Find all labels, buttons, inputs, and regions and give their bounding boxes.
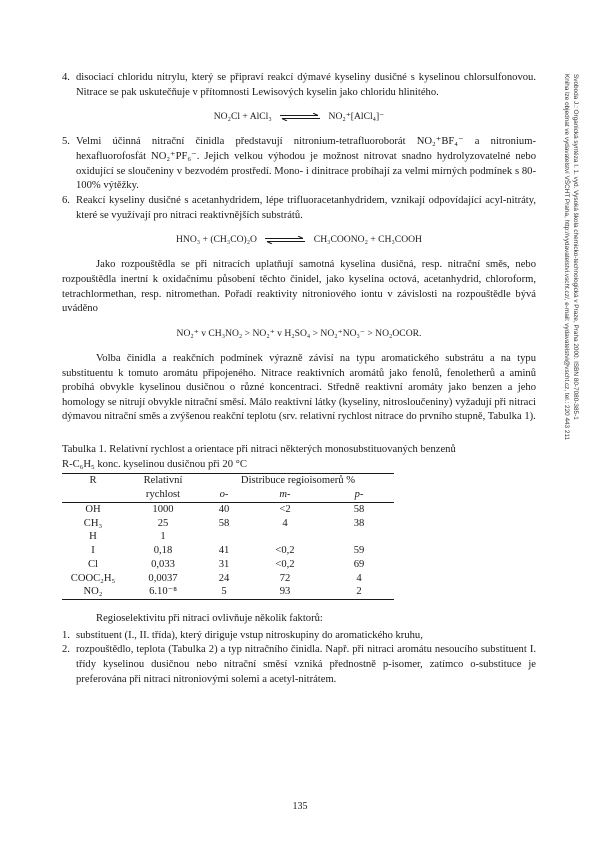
table-cell-rate: 1000	[152, 503, 174, 515]
list-item	[62, 71, 536, 100]
equation-reactivity-order: NO₂⁺ v CH₃NO₂ > NO₂⁺ v H₂SO₄ > NO₂⁺NO₃⁻ > NO₂OCOR.	[176, 327, 422, 339]
equilibrium-arrow-icon	[265, 236, 305, 244]
table-cell-o: 40	[218, 503, 230, 515]
table-cell-o: 5	[221, 586, 227, 598]
table-row	[62, 517, 394, 531]
column-header-rate: rychlost	[145, 489, 181, 501]
table-cell-p: 58	[353, 503, 365, 515]
table-cell-m: <0,2	[275, 558, 295, 570]
table-cell-m	[246, 530, 324, 544]
table-cell-m: 72	[279, 572, 291, 584]
list-item	[62, 643, 536, 687]
table-cell-o: 58	[218, 517, 230, 529]
table-row	[62, 544, 394, 558]
side-citation-line: Kniha lze objednat ve vydavatelství VŠCHT Praha, http://vydavatelstvi.vscht.cz/, e-mail: vydavatelstvi@vscht.cz, tel.: 220 443 211	[563, 74, 570, 441]
list-number: 6.	[62, 194, 70, 206]
equation-acyl-nitrate	[62, 233, 536, 246]
table-row	[62, 572, 394, 586]
column-header-ortho: o-	[219, 489, 229, 501]
page-number: 135	[292, 801, 308, 812]
table-cell-p: 2	[356, 586, 362, 598]
table-cell-m: <2	[279, 503, 291, 515]
table-cell-p: 4	[356, 572, 362, 584]
list-number: 4.	[62, 72, 70, 83]
list-item	[62, 135, 536, 193]
table-cell-o: 31	[218, 558, 230, 570]
paragraph-regioselectivity: Regioselektivitu při nitraci ovlivňuje několik faktorů:	[96, 613, 323, 625]
side-citation-line: Svoboda J.: Organická syntéza I. 1. vyd. Vysoká škola chemicko-technologická v Praze, Praha 2000. ISBN 80-7080-385-1	[572, 74, 579, 420]
table-cell-o	[202, 530, 246, 544]
table-cell-r: H	[89, 531, 97, 543]
column-header-distribution: Distribuce regioisomerů %	[240, 475, 356, 487]
paragraph-reagent-choice: Volba činidla a reakčních podmínek výrazně závisí na typu aromatického substrátu a na typu substituentu k tomuto aromátu připojeného. Nitrace reaktivních aromátů jako fenolů, fenoletherů a aminů probíhá obvykle kyselinou dusičnou o různé koncentraci. Středně reaktivní aromáty jako benzen a jeho homology se nitrují obvykle nitrační směsí. Málo reaktivní látky (kyseliny, nitrosloučeniny) vyžadují při nitraci dýmavou nitrační směs a zvýšenou reakční teplotu (srv. relativní rychlost nitrace do prvního stupně, Tabulka 1).	[62, 353, 536, 423]
table-cell-p: 38	[353, 517, 365, 529]
equilibrium-arrow-icon	[280, 113, 320, 121]
page-body	[62, 71, 536, 687]
table-row	[62, 558, 394, 572]
equation-right: NO₂⁺[AlCl₄]⁻	[328, 111, 385, 123]
table-caption-line: R-C₆H₅ konc. kyselinou dusičnou při 20 °C	[62, 458, 247, 470]
table-cell-rate: 1	[160, 531, 166, 543]
table-cell-rate: 0,0037	[148, 572, 178, 584]
column-header-r: R	[89, 475, 97, 487]
equation-left: NO₂Cl + AlCl₃	[213, 111, 272, 123]
table-cell-r: I	[91, 545, 95, 557]
table-row	[62, 530, 394, 544]
table-caption-line: Tabulka 1. Relativní rychlost a orientace při nitraci některých monosubstituovaných benzenů	[62, 444, 456, 456]
table-cell-m: 93	[279, 586, 291, 598]
table-cell-r: OH	[85, 503, 101, 515]
table-cell-r: NO₂	[83, 586, 103, 598]
table-cell-rate: 0,033	[151, 558, 175, 570]
equation-nitryl-chloride	[62, 110, 536, 123]
column-header-rate: Relativní	[143, 475, 183, 487]
paragraph-solvents: Jako rozpouštědla se při nitracích uplatňují samotná kyselina dusičná, resp. nitrační směs, nebo rozpouštědla inertní k oxidačnímu působení těchto činidel, jako kyselina octová, acetanhydrid, chloroform, tetrachlormethan, resp. nitromethan. Pořadí reaktivity nitroniového iontu v závislosti na rozpouštědle bývá uváděno	[62, 259, 536, 315]
table-cell-r: COOC₂H₅	[70, 572, 116, 584]
list-item	[62, 629, 536, 644]
table-cell-p	[324, 530, 394, 544]
table-row	[62, 585, 394, 599]
list-text: rozpouštědlo, teplota (Tabulka 2) a typ nitračního činidla. Např. při nitraci aromátu nesoucího substituent I. třídy kyselinou dusičnou nebo nitrační směsí vzniká přednostně p-isomer, zatímco o-substituce je preferována při nitraci nitroniovými solemi a acetyl-nitrátem.	[76, 644, 536, 685]
table-cell-p: 59	[353, 545, 365, 557]
list-number: 5.	[62, 136, 70, 148]
list-number: 2.	[62, 644, 70, 656]
list-text: disociací chloridu nitrylu, který se připraví reakcí dýmavé kyseliny dusičné s kyselinou chlorsulfonovou. Nitrace se pak uskutečňuje v přítomnosti Lewisových kyselin jako chloridu hlinitého.	[76, 72, 536, 98]
table-cell-o: 41	[218, 545, 230, 557]
equation-right: CH₃COONO₂ + CH₃COOH	[313, 234, 422, 246]
list-number: 1.	[62, 629, 70, 641]
table-caption	[62, 443, 536, 472]
table-cell-r: CH₃	[83, 517, 103, 529]
table-cell-p: 69	[353, 558, 365, 570]
table-cell-rate: 0,18	[153, 545, 173, 557]
table-cell-r: Cl	[87, 558, 98, 570]
table-cell-m: 4	[282, 517, 288, 529]
table-cell-o: 24	[218, 572, 230, 584]
column-header-meta: m-	[279, 489, 291, 501]
list-text: Velmi účinná nitrační činidla představují nitronium-tetrafluoroborát NO₂⁺BF₄⁻ a nitronium-hexafluorofosfát NO₂⁺PF₆⁻. Jejich velkou výhodou je možnost nitrovat snadno hydrolyzovatelné nebo oxidující se sloučeniny v bezvodém prostředí. Mono- i dinitrace probíhají za velmi mírných podmínek s 80-100% výtěžky.	[76, 136, 536, 192]
table-cell-rate: 6.10⁻⁸	[149, 586, 177, 598]
column-header-para: p-	[354, 489, 364, 501]
equation-left: HNO₃ + (CH₃CO)₂O	[175, 234, 257, 246]
list-text: substituent (I., II. třída), který diriguje vstup nitroskupiny do aromatického kruhu,	[76, 629, 423, 641]
list-item	[62, 194, 536, 223]
list-text: Reakcí kyseliny dusičné s acetanhydridem, lépe trifluoracetanhydridem, vznikají odpovídající acyl-nitráty, které se využívají pro nitraci reaktivnějších substrátů.	[76, 194, 536, 221]
table-cell-rate: 25	[157, 517, 169, 529]
nitration-table	[62, 473, 394, 600]
table-cell-m: <0,2	[275, 545, 295, 557]
table-row	[62, 502, 394, 516]
